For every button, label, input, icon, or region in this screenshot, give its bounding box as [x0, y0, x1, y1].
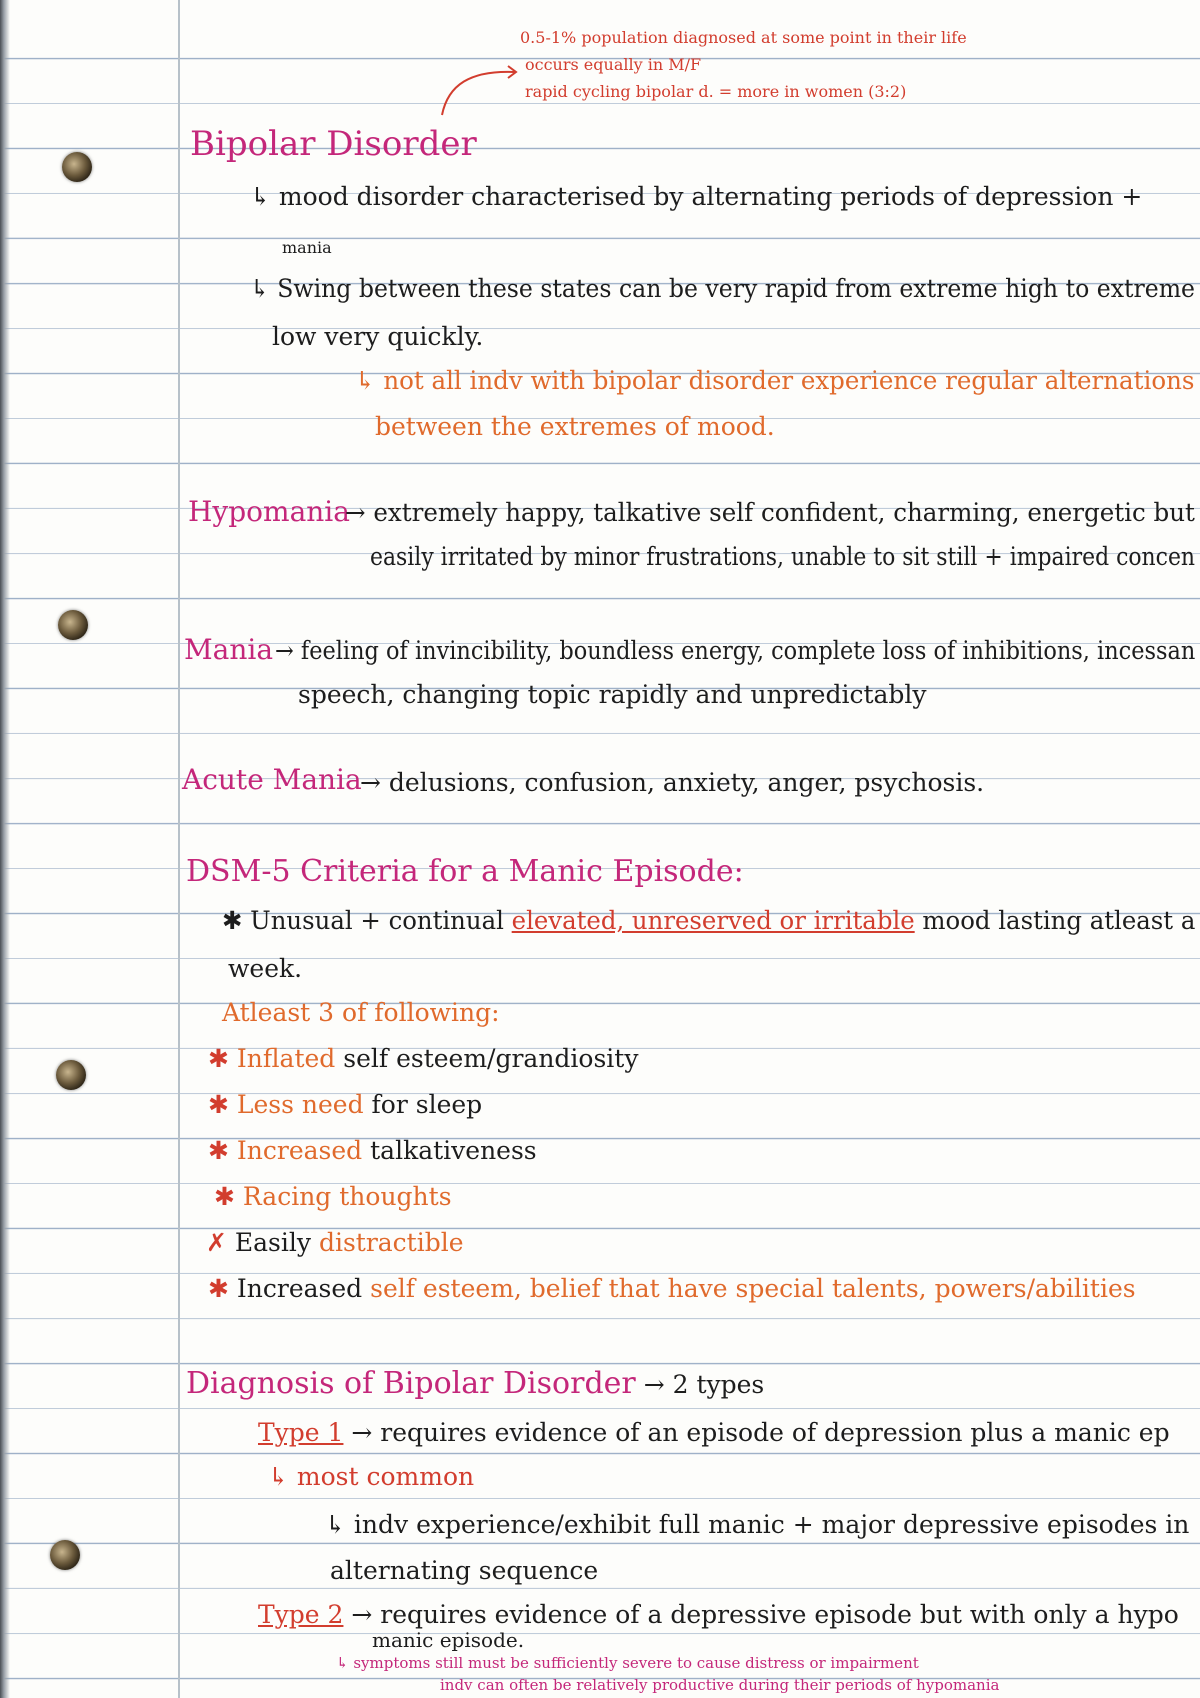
- dsm-item-colored: Racing thoughts: [242, 1182, 452, 1211]
- type1-sub: ↳ most common: [268, 1462, 475, 1491]
- type2-text-b: manic episode.: [372, 1628, 525, 1652]
- dsm-main-criterion: [222, 906, 1195, 936]
- dsm-main-a: ✱ Unusual + continual: [222, 906, 512, 935]
- type2-note-b: indv can often be relatively productive during their periods of hypomania: [440, 1676, 1000, 1694]
- definition-line-3b: between the extremes of mood.: [375, 412, 775, 441]
- top-note-3: rapid cycling bipolar d. = more in women (3:2): [525, 82, 907, 101]
- type1-row: [258, 1418, 1170, 1448]
- dsm-item-inflated: [208, 1044, 638, 1074]
- dsm-item-plain: Increased: [236, 1274, 371, 1303]
- dsm-item-distractible: [206, 1228, 464, 1258]
- margin-line: [178, 0, 180, 1698]
- definition-line-2b: low very quickly.: [272, 322, 484, 351]
- bullet-asterisk-icon: ✱: [208, 1090, 229, 1119]
- bullet-asterisk-icon: ✱: [208, 1044, 229, 1073]
- type1-detail-a: ↳ indv experience/exhibit full manic + major depressive episodes in: [325, 1510, 1190, 1539]
- definition-line-1b: mania: [282, 238, 332, 257]
- dsm-item-racing: [214, 1182, 452, 1212]
- type2-row: [258, 1600, 1179, 1630]
- dsm-item-plain: for sleep: [363, 1090, 483, 1119]
- dsm-main-c: week.: [228, 954, 303, 983]
- acute-mania-term: Acute Mania: [182, 763, 362, 796]
- dsm-main-highlight: elevated, unreserved or irritable: [511, 906, 915, 935]
- dsm-item-plain: Easily: [234, 1228, 319, 1257]
- top-note-2: occurs equally in M/F: [525, 55, 702, 74]
- type1-detail-b: alternating sequence: [330, 1556, 599, 1585]
- diagnosis-heading-row: [186, 1364, 764, 1404]
- mania-term: Mania: [184, 633, 274, 666]
- binding-edge: [0, 0, 10, 1698]
- dsm-item-plain: self esteem/grandiosity: [335, 1044, 639, 1073]
- punch-hole-4: [50, 1540, 80, 1570]
- punch-hole-3: [56, 1060, 86, 1090]
- definition-line-1a: ↳ mood disorder characterised by alternating periods of depression +: [250, 182, 1143, 211]
- mania-line-1: → feeling of invincibility, boundless energy, complete loss of inhibitions, incessan: [275, 636, 1196, 665]
- dsm-item-colored: self esteem, belief that have special talents, powers/abilities: [370, 1274, 1136, 1303]
- type1-label: Type 1: [258, 1418, 344, 1447]
- type2-note-a: ↳ symptoms still must be sufficiently severe to cause distress or impairment: [336, 1654, 919, 1672]
- bullet-cross-icon: ✗: [206, 1228, 227, 1257]
- dsm-item-colored: distractible: [318, 1228, 464, 1257]
- page-title: Bipolar Disorder: [190, 124, 477, 164]
- punch-hole-1: [62, 152, 92, 182]
- definition-line-3a: ↳ not all indv with bipolar disorder experience regular alternations: [355, 366, 1195, 395]
- punch-hole-2: [58, 610, 88, 640]
- definition-line-2a: ↳ Swing between these states can be very rapid from extreme high to extreme: [250, 274, 1196, 303]
- diagnosis-heading-suffix: → 2 types: [643, 1370, 765, 1399]
- dsm-item-colored: Less need: [236, 1090, 364, 1119]
- diagnosis-heading: Diagnosis of Bipolar Disorder: [186, 1366, 636, 1401]
- dsm-main-b: mood lasting atleast a: [914, 906, 1196, 935]
- dsm-item-colored: Increased: [236, 1136, 363, 1165]
- top-note-1: 0.5-1% population diagnosed at some point in their life: [520, 28, 967, 47]
- bullet-asterisk-icon: ✱: [208, 1136, 229, 1165]
- dsm-item-plain: talkativeness: [362, 1136, 537, 1165]
- hypomania-term: Hypomania: [188, 495, 350, 528]
- type2-label: Type 2: [258, 1600, 344, 1629]
- dsm-atleast: Atleast 3 of following:: [222, 998, 500, 1027]
- mania-line-2: speech, changing topic rapidly and unpredictably: [298, 680, 927, 709]
- acute-mania-line-1: → delusions, confusion, anxiety, anger, psychosis.: [360, 768, 985, 797]
- bullet-asterisk-icon: ✱: [208, 1274, 229, 1303]
- dsm-heading: DSM-5 Criteria for a Manic Episode:: [186, 854, 744, 889]
- type2-text: → requires evidence of a depressive episode but with only a hypo: [351, 1600, 1179, 1629]
- curved-arrow-icon: [430, 60, 520, 120]
- type1-text: → requires evidence of an episode of depression plus a manic ep: [351, 1418, 1170, 1447]
- dsm-item-talkativeness: [208, 1136, 537, 1166]
- hypomania-line-1: → extremely happy, talkative self confident, charming, energetic but: [345, 498, 1195, 527]
- dsm-item-sleep: [208, 1090, 482, 1120]
- bullet-asterisk-icon: ✱: [214, 1182, 235, 1211]
- dsm-item-colored: Inflated: [236, 1044, 336, 1073]
- dsm-item-special-talents: [208, 1274, 1136, 1304]
- hypomania-line-2: easily irritated by minor frustrations, unable to sit still + impaired concen: [370, 542, 1196, 571]
